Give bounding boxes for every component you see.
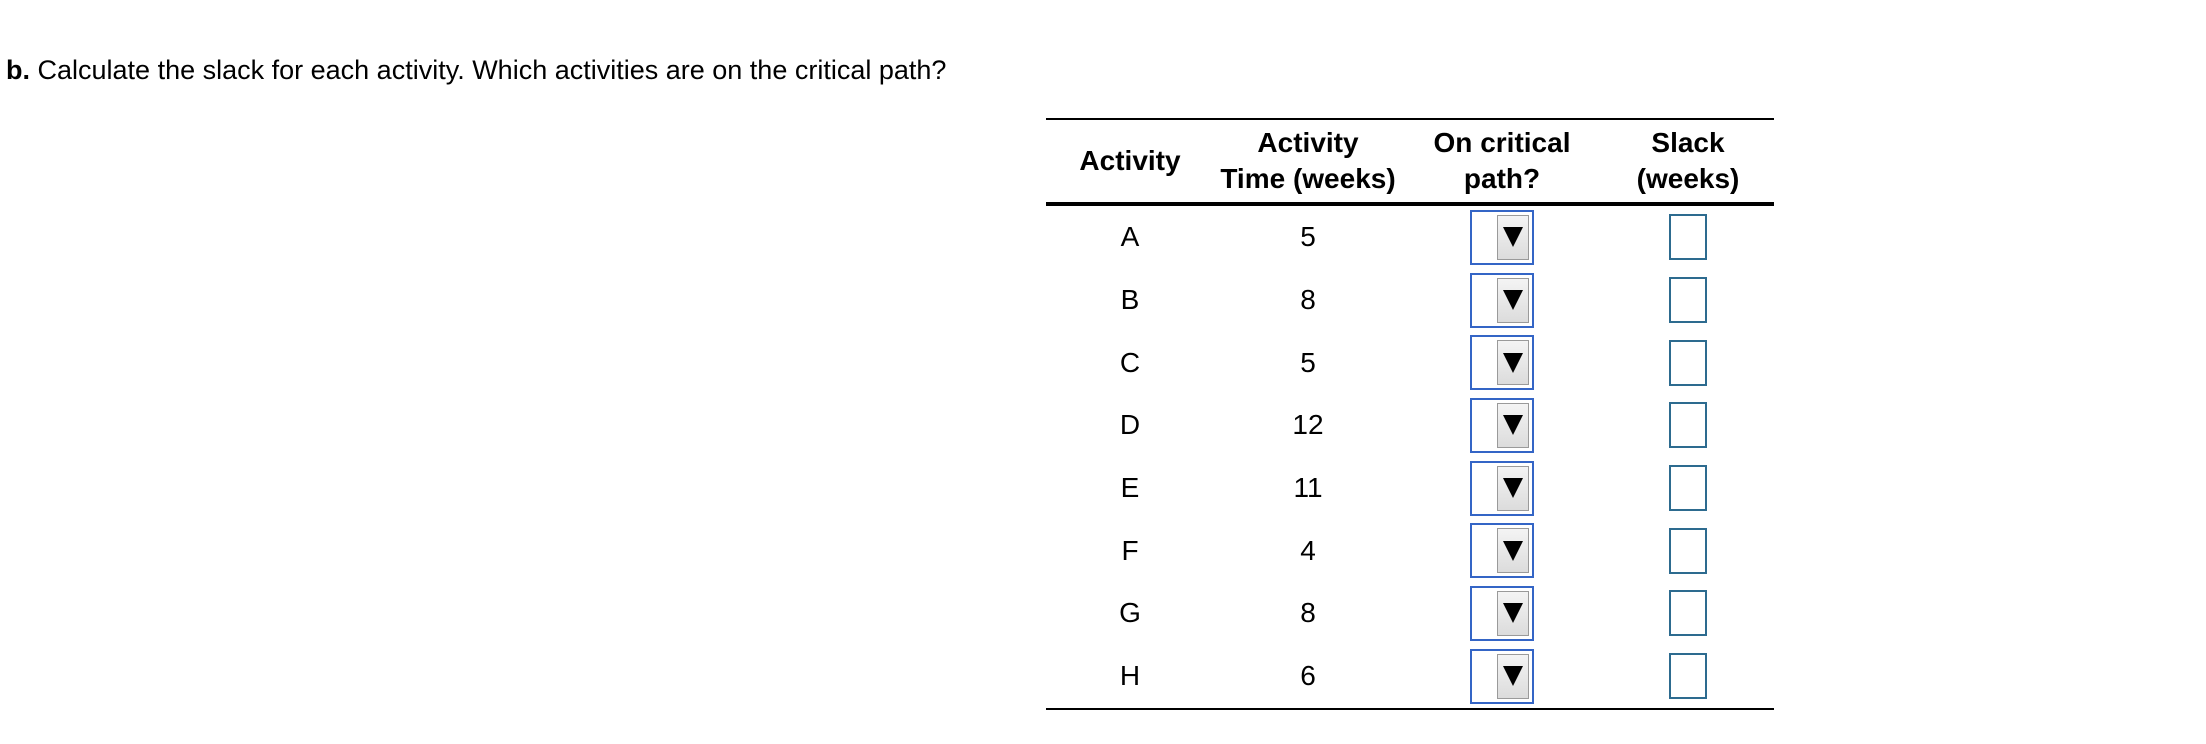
table-row bbox=[1046, 582, 1774, 645]
time-cell bbox=[1214, 269, 1402, 332]
dropdown-button[interactable] bbox=[1497, 466, 1529, 511]
slack-cell bbox=[1602, 331, 1774, 394]
critical-cell bbox=[1402, 269, 1602, 332]
triangle-down-icon bbox=[1503, 227, 1523, 247]
activity-cell bbox=[1046, 519, 1214, 582]
time-cell bbox=[1214, 645, 1402, 709]
activity-time: 6 bbox=[1300, 660, 1316, 692]
table-row bbox=[1046, 645, 1774, 709]
activity-cell bbox=[1046, 457, 1214, 520]
table-row bbox=[1046, 457, 1774, 520]
activity-time: 5 bbox=[1300, 221, 1316, 253]
activity-time: 12 bbox=[1292, 409, 1324, 441]
table-row bbox=[1046, 204, 1774, 269]
triangle-down-icon bbox=[1503, 415, 1523, 435]
dropdown-button[interactable] bbox=[1497, 528, 1529, 573]
critical-cell bbox=[1402, 331, 1602, 394]
question-body: Calculate the slack for each activity. Which activities are on the critical path? bbox=[30, 55, 947, 85]
slack-cell bbox=[1602, 519, 1774, 582]
dropdown-button[interactable] bbox=[1497, 591, 1529, 636]
slack-cell bbox=[1602, 645, 1774, 709]
triangle-down-icon bbox=[1503, 666, 1523, 686]
activity-name: D bbox=[1119, 409, 1141, 441]
activity-time: 4 bbox=[1300, 534, 1316, 566]
triangle-down-icon bbox=[1503, 541, 1523, 561]
critical-cell bbox=[1402, 519, 1602, 582]
critical-cell bbox=[1402, 204, 1602, 269]
activity-table bbox=[1046, 118, 1774, 710]
slack-cell bbox=[1602, 204, 1774, 269]
slack-input-a[interactable] bbox=[1669, 214, 1707, 260]
critical-path-dropdown-h[interactable] bbox=[1470, 649, 1534, 704]
header-slack: Slack (weeks) bbox=[1602, 119, 1774, 204]
activity-name: G bbox=[1119, 597, 1141, 629]
critical-path-dropdown-b[interactable] bbox=[1470, 273, 1534, 328]
activity-name: F bbox=[1121, 534, 1139, 566]
dropdown-button[interactable] bbox=[1497, 340, 1529, 385]
table-row bbox=[1046, 269, 1774, 332]
table-row bbox=[1046, 519, 1774, 582]
activity-name: C bbox=[1119, 346, 1141, 378]
slack-input-h[interactable] bbox=[1669, 653, 1707, 699]
critical-path-dropdown-a[interactable] bbox=[1470, 210, 1534, 265]
critical-cell bbox=[1402, 457, 1602, 520]
slack-input-g[interactable] bbox=[1669, 590, 1707, 636]
critical-path-dropdown-d[interactable] bbox=[1470, 398, 1534, 453]
activity-cell bbox=[1046, 394, 1214, 457]
slack-cell bbox=[1602, 269, 1774, 332]
slack-cell bbox=[1602, 457, 1774, 520]
triangle-down-icon bbox=[1503, 478, 1523, 498]
slack-input-e[interactable] bbox=[1669, 465, 1707, 511]
time-cell bbox=[1214, 331, 1402, 394]
header-row bbox=[1046, 119, 1774, 204]
table-row bbox=[1046, 331, 1774, 394]
question-text bbox=[6, 52, 946, 88]
activity-cell bbox=[1046, 582, 1214, 645]
dropdown-button[interactable] bbox=[1497, 215, 1529, 260]
slack-input-b[interactable] bbox=[1669, 277, 1707, 323]
dropdown-button[interactable] bbox=[1497, 654, 1529, 699]
triangle-down-icon bbox=[1503, 290, 1523, 310]
activity-cell bbox=[1046, 269, 1214, 332]
critical-cell bbox=[1402, 645, 1602, 709]
activity-name: E bbox=[1120, 472, 1140, 504]
activity-name: A bbox=[1120, 221, 1140, 253]
activity-time: 5 bbox=[1300, 346, 1316, 378]
activity-name: B bbox=[1120, 284, 1140, 316]
slack-cell bbox=[1602, 582, 1774, 645]
slack-input-f[interactable] bbox=[1669, 528, 1707, 574]
time-cell bbox=[1214, 394, 1402, 457]
triangle-down-icon bbox=[1503, 603, 1523, 623]
critical-path-dropdown-f[interactable] bbox=[1470, 523, 1534, 578]
activity-cell bbox=[1046, 331, 1214, 394]
critical-cell bbox=[1402, 394, 1602, 457]
table-row bbox=[1046, 394, 1774, 457]
critical-path-dropdown-c[interactable] bbox=[1470, 335, 1534, 390]
time-cell bbox=[1214, 582, 1402, 645]
dropdown-button[interactable] bbox=[1497, 403, 1529, 448]
activity-time: 11 bbox=[1293, 472, 1323, 504]
time-cell bbox=[1214, 519, 1402, 582]
dropdown-button[interactable] bbox=[1497, 278, 1529, 323]
critical-cell bbox=[1402, 582, 1602, 645]
critical-path-dropdown-e[interactable] bbox=[1470, 461, 1534, 516]
triangle-down-icon bbox=[1503, 353, 1523, 373]
activity-cell bbox=[1046, 645, 1214, 709]
question-label: b. bbox=[6, 55, 30, 85]
header-on-critical-path: On critical path? bbox=[1402, 119, 1602, 204]
activity-time: 8 bbox=[1300, 284, 1316, 316]
slack-cell bbox=[1602, 394, 1774, 457]
critical-path-dropdown-g[interactable] bbox=[1470, 586, 1534, 641]
activity-time: 8 bbox=[1300, 597, 1316, 629]
slack-input-d[interactable] bbox=[1669, 402, 1707, 448]
time-cell bbox=[1214, 204, 1402, 269]
header-activity: Activity bbox=[1046, 119, 1214, 204]
time-cell bbox=[1214, 457, 1402, 520]
slack-input-c[interactable] bbox=[1669, 340, 1707, 386]
activity-cell bbox=[1046, 204, 1214, 269]
header-activity-time: Activity Time (weeks) bbox=[1214, 119, 1402, 204]
activity-name: H bbox=[1119, 660, 1141, 692]
